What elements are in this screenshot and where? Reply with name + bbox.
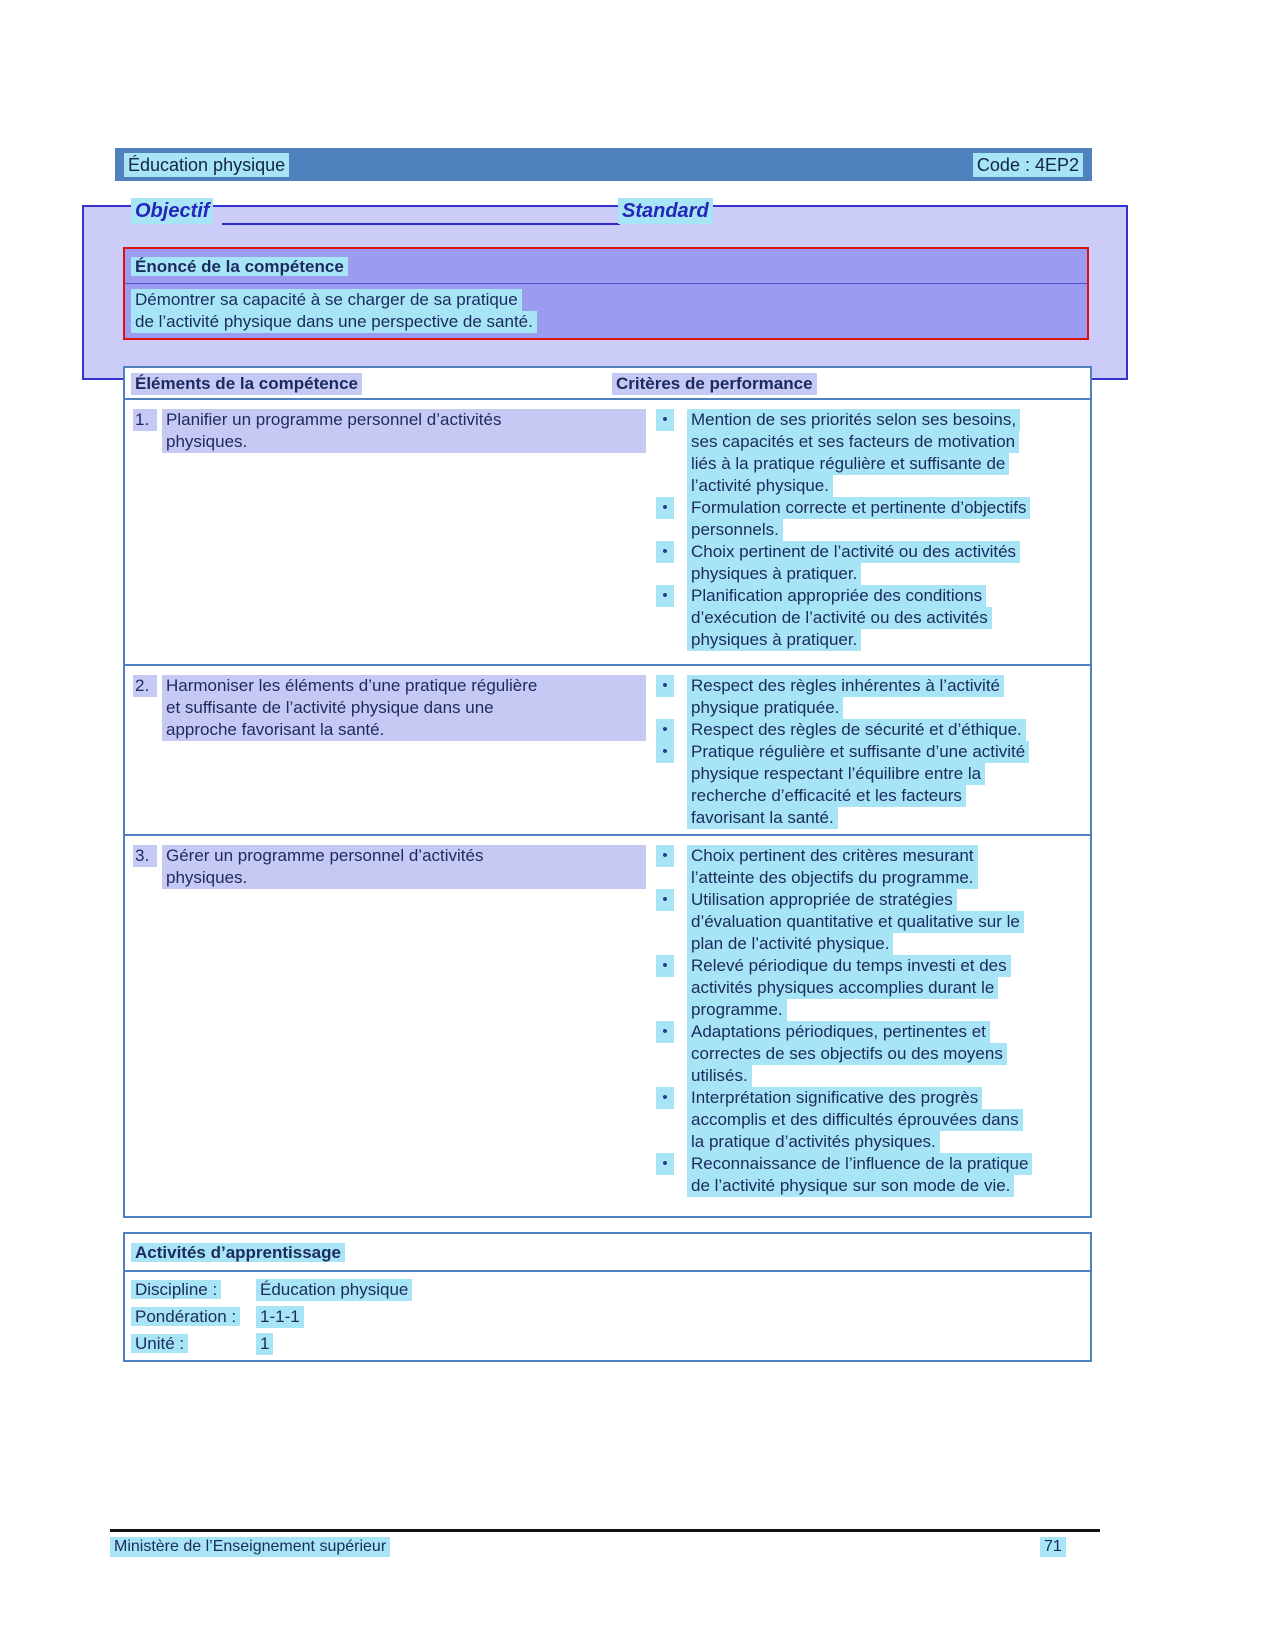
document-header-bar [115, 148, 1092, 181]
criterion-line: Formulation correcte et pertinente d’objectifs [687, 497, 1030, 519]
field-value: Éducation physique [256, 1279, 412, 1301]
criterion-line: personnels. [687, 519, 783, 541]
criterion-item [656, 1021, 1080, 1087]
field-value: 1 [256, 1333, 273, 1355]
tab-rule [222, 223, 620, 225]
criterion-line: liés à la pratique régulière et suffisante de [687, 453, 1009, 475]
criterion-text [687, 889, 1080, 955]
criterion-line: Relevé périodique du temps investi et des [687, 955, 1011, 977]
criterion-item [656, 889, 1080, 955]
competence-table-header [125, 368, 1090, 400]
criterion-line: de l’activité physique sur son mode de vie. [687, 1175, 1014, 1197]
table-row [125, 400, 1090, 666]
criterion-line: accomplis et des difficultés éprouvées dans [687, 1109, 1023, 1131]
footer-rule [110, 1529, 1100, 1532]
criterion-text [687, 741, 1080, 829]
criterion-item [656, 1153, 1080, 1197]
criterion-text [687, 1021, 1080, 1087]
bullet-icon: • [656, 675, 674, 697]
criterion-item [656, 741, 1080, 829]
element-line: Harmoniser les éléments d’une pratique régulière [162, 675, 646, 697]
element-line: Gérer un programme personnel d’activités [162, 845, 646, 867]
criterion-line: utilisés. [687, 1065, 752, 1087]
footer-page-number: 71 [1040, 1537, 1066, 1557]
table-row [125, 666, 1090, 836]
enonce-title: Énoncé de la compétence [131, 257, 348, 276]
criterion-text [687, 585, 1080, 651]
criterion-item [656, 719, 1080, 741]
bullet-icon: • [656, 585, 674, 607]
criterion-line: Respect des règles inhérentes à l’activité [687, 675, 1004, 697]
activites-fields [125, 1272, 1090, 1367]
criterion-item [656, 409, 1080, 497]
bullet-icon: • [656, 741, 674, 763]
criteria-cell [652, 409, 1090, 660]
criterion-text [687, 497, 1080, 541]
criterion-text [687, 1087, 1080, 1153]
criterion-line: physiques à pratiquer. [687, 629, 861, 651]
criterion-line: la pratique d’activités physiques. [687, 1131, 940, 1153]
activites-title-row [125, 1234, 1090, 1272]
bullet-icon: • [656, 845, 674, 867]
criterion-text [687, 675, 1080, 719]
bullet-icon: • [656, 1153, 674, 1175]
bullet-icon: • [656, 1021, 674, 1043]
criterion-text [687, 541, 1080, 585]
field-value: 1-1-1 [256, 1306, 304, 1328]
criterion-line: Planification appropriée des conditions [687, 585, 986, 607]
element-line: physiques. [162, 431, 646, 453]
column-header-elements: Éléments de la compétence [131, 373, 362, 395]
criterion-line: Utilisation appropriée de stratégies [687, 889, 957, 911]
enonce-statement-line: Démontrer sa capacité à se charger de sa pratique [131, 289, 522, 311]
objectif-heading: Objectif [131, 198, 213, 224]
element-text [162, 409, 646, 453]
item-number: 3. [133, 845, 157, 867]
objectif-standard-section [82, 200, 1128, 380]
enonce-box [123, 247, 1089, 340]
criterion-line: Pratique régulière et suffisante d’une activité [687, 741, 1029, 763]
bullet-icon: • [656, 719, 674, 741]
field-row [131, 1279, 1084, 1306]
criterion-line: physiques à pratiquer. [687, 563, 861, 585]
criterion-line: favorisant la santé. [687, 807, 838, 829]
bullet-icon: • [656, 955, 674, 977]
element-line: Planifier un programme personnel d’activités [162, 409, 646, 431]
criterion-line: ses capacités et ses facteurs de motivation [687, 431, 1019, 453]
criterion-line: Reconnaissance de l’influence de la pratique [687, 1153, 1032, 1175]
criterion-line: Adaptations périodiques, pertinentes et [687, 1021, 990, 1043]
criterion-line: Mention de ses priorités selon ses besoins, [687, 409, 1020, 431]
column-header-criteres: Critères de performance [612, 373, 817, 395]
criteria-cell [652, 845, 1090, 1204]
criteria-cell [652, 675, 1090, 830]
criterion-item [656, 585, 1080, 651]
criterion-item [656, 497, 1080, 541]
bullet-icon: • [656, 497, 674, 519]
table-row [125, 836, 1090, 1208]
enonce-statement [125, 284, 1087, 338]
criterion-item [656, 845, 1080, 889]
criterion-line: physique respectant l’équilibre entre la [687, 763, 985, 785]
criterion-line: l’activité physique. [687, 475, 833, 497]
element-cell [125, 845, 652, 1204]
criterion-line: Respect des règles de sécurité et d’éthique. [687, 719, 1026, 741]
criterion-item [656, 955, 1080, 1021]
field-label: Discipline : [131, 1280, 221, 1299]
criterion-line: physique pratiquée. [687, 697, 843, 719]
field-row [131, 1306, 1084, 1333]
footer-ministry: Ministère de l’Enseignement supérieur [110, 1537, 390, 1557]
criterion-line: d’évaluation quantitative et qualitative sur le [687, 911, 1024, 933]
enonce-title-row [125, 249, 1087, 284]
element-text [162, 845, 646, 889]
element-line: physiques. [162, 867, 646, 889]
header-subject: Éducation physique [124, 153, 289, 177]
field-row [131, 1333, 1084, 1360]
element-line: et suffisante de l’activité physique dans une [162, 697, 646, 719]
criterion-text [687, 845, 1080, 889]
criterion-item [656, 675, 1080, 719]
criterion-line: recherche d’efficacité et les facteurs [687, 785, 966, 807]
criterion-line: programme. [687, 999, 787, 1021]
standard-heading: Standard [618, 198, 713, 224]
criterion-item [656, 1087, 1080, 1153]
criterion-line: plan de l’activité physique. [687, 933, 893, 955]
activites-title: Activités d’apprentissage [131, 1243, 345, 1262]
criterion-text [687, 955, 1080, 1021]
activites-section [123, 1232, 1092, 1362]
item-number: 1. [133, 409, 157, 431]
bullet-icon: • [656, 1087, 674, 1109]
bullet-icon: • [656, 409, 674, 431]
criterion-line: l’atteinte des objectifs du programme. [687, 867, 978, 889]
criterion-item [656, 541, 1080, 585]
competence-table [123, 366, 1092, 1218]
bullet-icon: • [656, 541, 674, 563]
field-label: Unité : [131, 1334, 188, 1353]
competence-table-body [125, 400, 1090, 1208]
criterion-line: correctes de ses objectifs ou des moyens [687, 1043, 1007, 1065]
criterion-line: Choix pertinent de l’activité ou des activités [687, 541, 1020, 563]
criterion-text [687, 719, 1080, 741]
criterion-line: d’exécution de l’activité ou des activités [687, 607, 992, 629]
element-cell [125, 409, 652, 660]
criterion-line: activités physiques accomplies durant le [687, 977, 998, 999]
criterion-text [687, 1153, 1080, 1197]
enonce-statement-line: de l’activité physique dans une perspective de santé. [131, 311, 537, 333]
header-code: Code : 4EP2 [973, 153, 1083, 177]
element-cell [125, 675, 652, 830]
element-line: approche favorisant la santé. [162, 719, 646, 741]
element-text [162, 675, 646, 741]
field-label: Pondération : [131, 1307, 240, 1326]
bullet-icon: • [656, 889, 674, 911]
criterion-line: Choix pertinent des critères mesurant [687, 845, 978, 867]
criterion-line: Interprétation significative des progrès [687, 1087, 982, 1109]
criterion-text [687, 409, 1080, 497]
item-number: 2. [133, 675, 157, 697]
